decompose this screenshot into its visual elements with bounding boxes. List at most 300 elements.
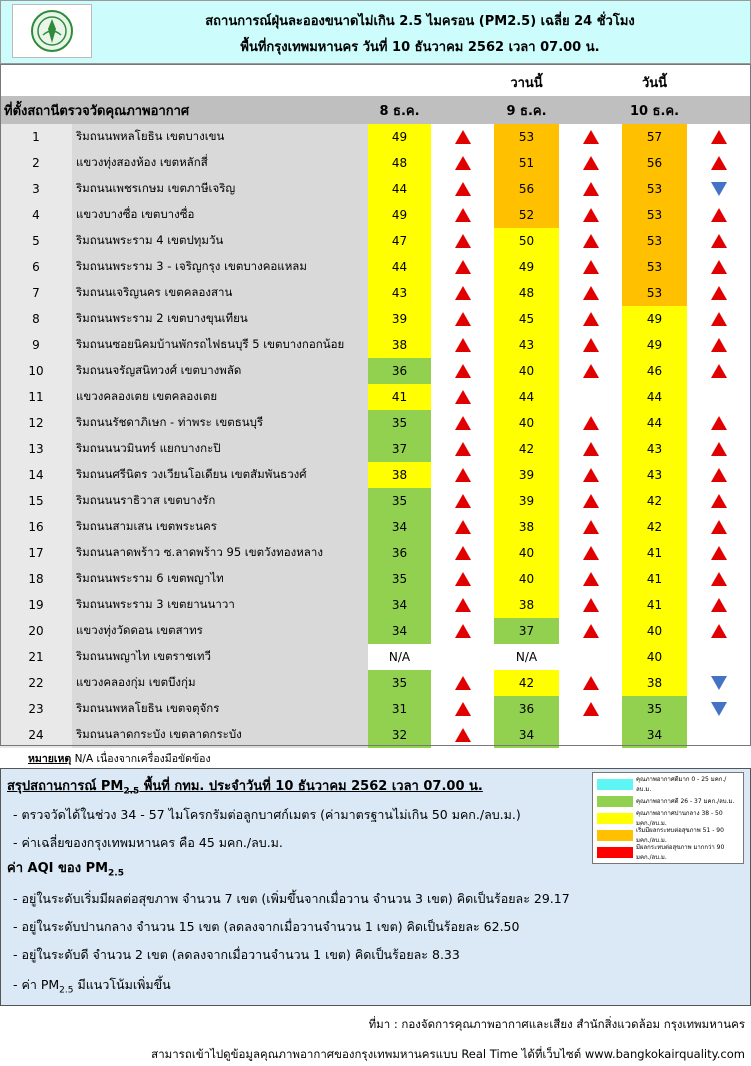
trend-cell-day3 <box>687 332 751 358</box>
trend-cell-day3 <box>687 176 751 202</box>
pm25-value-day2: 52 <box>494 202 559 228</box>
pm25-value-day1: 36 <box>368 540 431 566</box>
station-number: 24 <box>0 722 72 748</box>
trend-cell-day1 <box>431 488 494 514</box>
trend-up-icon <box>711 260 727 274</box>
trend-up-icon <box>455 442 471 456</box>
color-legend <box>592 772 744 864</box>
legend-label: คุณภาพอากาศดีมาก 0 - 25 มคก./ลบ.ม. <box>636 776 727 793</box>
trend-cell-day3 <box>687 670 751 696</box>
pm25-value-day1: 32 <box>368 722 431 748</box>
pm25-value-day2: 38 <box>494 592 559 618</box>
trend-cell-day1 <box>431 696 494 722</box>
station-name: ริมถนนพระราม 3 - เจริญกรุง เขตบางคอแหลม <box>72 254 368 280</box>
pm25-value-day1: 35 <box>368 566 431 592</box>
pm25-value-day2: 53 <box>494 124 559 150</box>
trend-cell-day3 <box>687 696 751 722</box>
pm25-value-day2: 38 <box>494 514 559 540</box>
trend-up-icon <box>583 676 599 690</box>
pm25-value-day1: 38 <box>368 462 431 488</box>
trend-cell-day3 <box>687 436 751 462</box>
trend-cell-day3 <box>687 618 751 644</box>
pm25-value-day2: N/A <box>494 644 559 670</box>
pm25-value-day3: 53 <box>622 202 687 228</box>
table-row <box>0 618 751 644</box>
pm25-value-day1: 44 <box>368 176 431 202</box>
note-label: หมายเหตุ <box>28 753 72 765</box>
trend-cell-day1 <box>431 618 494 644</box>
trend-up-icon <box>455 520 471 534</box>
trend-up-icon <box>455 416 471 430</box>
trend-down-icon <box>711 182 727 196</box>
date-header-1: 8 ธ.ค. <box>379 103 420 119</box>
trend-cell-day1 <box>431 514 494 540</box>
pm25-value-day3: 57 <box>622 124 687 150</box>
station-name: ริมถนนพระราม 3 เขตยานนาวา <box>72 592 368 618</box>
trend-up-icon <box>583 338 599 352</box>
station-name: แขวงบางซื่อ เขตบางซื่อ <box>72 202 368 228</box>
table-header-labels <box>0 64 751 96</box>
station-number: 20 <box>0 618 72 644</box>
pm25-value-day2: 48 <box>494 280 559 306</box>
station-number: 10 <box>0 358 72 384</box>
report-title-line2: พื้นที่กรุงเทพมหานคร วันที่ 10 ธันวาคม 2562 เวลา 07.00 น. <box>240 40 600 55</box>
pm25-value-day1: 34 <box>368 514 431 540</box>
trend-cell-day2 <box>559 436 622 462</box>
trend-up-icon <box>583 416 599 430</box>
pm25-value-day1: 31 <box>368 696 431 722</box>
station-name: แขวงคลองกุ่ม เขตบึงกุ่ม <box>72 670 368 696</box>
pm25-value-day2: 42 <box>494 436 559 462</box>
trend-cell-day1 <box>431 670 494 696</box>
trend-up-icon <box>455 728 471 742</box>
legend-label: คุณภาพอากาศดี 26 - 37 มคก./ลบ.ม. <box>636 798 735 805</box>
trend-cell-day2 <box>559 332 622 358</box>
pm25-value-day3: 34 <box>622 722 687 748</box>
data-source: ที่มา : กองจัดการคุณภาพอากาศและเสียง สำนักสิ่งแวดล้อม กรุงเทพมหานคร <box>368 1017 745 1031</box>
pm25-value-day1: 41 <box>368 384 431 410</box>
trend-cell-day1 <box>431 254 494 280</box>
pm25-value-day1: 34 <box>368 592 431 618</box>
trend-cell-day1 <box>431 306 494 332</box>
trend-up-icon <box>583 260 599 274</box>
trend-up-icon <box>455 676 471 690</box>
pm25-value-day1: 36 <box>368 358 431 384</box>
trend-up-icon <box>455 208 471 222</box>
trend-cell-day2 <box>559 306 622 332</box>
trend-up-icon <box>455 598 471 612</box>
trend-up-icon <box>711 416 727 430</box>
legend-swatch <box>597 830 633 841</box>
aqi-level-unhealthy: - อยู่ในระดับเริ่มมีผลต่อสุขภาพ จำนวน 7 เขต (เพิ่มขึ้นจากเมื่อวาน จำนวน 3 เขต) คิดเป็นร้อยละ 29.17 <box>13 891 570 906</box>
pm25-value-day2: 49 <box>494 254 559 280</box>
trend-up-icon <box>455 572 471 586</box>
pm25-value-day2: 37 <box>494 618 559 644</box>
station-name: ริมถนนจรัญสนิทวงศ์ เขตบางพลัด <box>72 358 368 384</box>
pm25-value-day3: 35 <box>622 696 687 722</box>
trend-cell-day2 <box>559 540 622 566</box>
summary-title: สรุปสถานการณ์ $PM_{2.5}$ พื้นที่ กทม. ประจำวันที่ 10 ธันวาคม 2562 เวลา 07.00 น. <box>7 779 483 797</box>
legend-item <box>597 827 739 844</box>
trend-up-icon <box>455 494 471 508</box>
station-number: 23 <box>0 696 72 722</box>
station-number: 22 <box>0 670 72 696</box>
pm25-value-day2: 40 <box>494 540 559 566</box>
pm25-value-day3: 41 <box>622 592 687 618</box>
pm25-value-day3: 43 <box>622 436 687 462</box>
today-label: วันนี้ <box>641 76 668 91</box>
legend-swatch <box>597 813 633 824</box>
station-header: ที่ตั้งสถานีตรวจวัดคุณภาพอากาศ <box>4 103 190 119</box>
station-name: ริมถนนพหลโยธิน เขตจตุจักร <box>72 696 368 722</box>
station-number: 18 <box>0 566 72 592</box>
table-row <box>0 488 751 514</box>
trend-cell-day3 <box>687 306 751 332</box>
table-row <box>0 566 751 592</box>
table-row <box>0 280 751 306</box>
pm25-value-day1: 37 <box>368 436 431 462</box>
trend-cell-day3 <box>687 358 751 384</box>
table-row <box>0 540 751 566</box>
trend-up-icon <box>583 286 599 300</box>
aqi-level-good: - อยู่ในระดับดี จำนวน 2 เขต (ลดลงจากเมื่อวานจำนวน 1 เขต) คิดเป็นร้อยละ 8.33 <box>13 947 460 962</box>
station-number: 4 <box>0 202 72 228</box>
trend-up-icon <box>455 624 471 638</box>
trend-cell-day2 <box>559 124 622 150</box>
trend-up-icon <box>455 234 471 248</box>
trend-up-icon <box>583 442 599 456</box>
trend-up-icon <box>455 130 471 144</box>
pm25-value-day3: 40 <box>622 644 687 670</box>
trend-cell-day2 <box>559 254 622 280</box>
pm25-value-day3: 49 <box>622 332 687 358</box>
trend-cell-day1 <box>431 202 494 228</box>
trend-cell-day2 <box>559 644 622 670</box>
station-name: ริมถนนศรีนิตร วงเวียนโอเดียน เขตสัมพันธวงศ์ <box>72 462 368 488</box>
trend-cell-day2 <box>559 462 622 488</box>
note-text: N/A เนื่องจากเครื่องมือขัดข้อง <box>74 753 211 765</box>
trend-cell-day3 <box>687 644 751 670</box>
pm25-value-day1: 38 <box>368 332 431 358</box>
station-number: 6 <box>0 254 72 280</box>
bma-logo <box>12 4 92 58</box>
table-row <box>0 358 751 384</box>
station-name: ริมถนนพระราม 6 เขตพญาไท <box>72 566 368 592</box>
station-number: 5 <box>0 228 72 254</box>
trend-cell-day2 <box>559 280 622 306</box>
station-number: 1 <box>0 124 72 150</box>
trend-up-icon <box>583 182 599 196</box>
trend-up-icon <box>583 494 599 508</box>
station-number: 16 <box>0 514 72 540</box>
table-row <box>0 124 751 150</box>
trend-up-icon <box>583 546 599 560</box>
table-row <box>0 332 751 358</box>
trend-up-icon <box>711 442 727 456</box>
station-number: 15 <box>0 488 72 514</box>
pm25-value-day2: 39 <box>494 488 559 514</box>
pm25-value-day2: 42 <box>494 670 559 696</box>
summary-average: - ค่าเฉลี่ยของกรุงเทพมหานคร คือ 45 มคก./ลบ.ม. <box>13 835 283 850</box>
trend-up-icon <box>455 260 471 274</box>
pm25-value-day2: 34 <box>494 722 559 748</box>
date-header-3: 10 ธ.ค. <box>629 103 680 119</box>
station-number: 3 <box>0 176 72 202</box>
date-header-2: 9 ธ.ค. <box>506 103 547 119</box>
trend-cell-day1 <box>431 540 494 566</box>
pm25-value-day2: 51 <box>494 150 559 176</box>
trend-cell-day3 <box>687 566 751 592</box>
trend-up-icon <box>455 338 471 352</box>
trend-up-icon <box>583 520 599 534</box>
pm25-value-day3: 46 <box>622 358 687 384</box>
trend-cell-day3 <box>687 202 751 228</box>
station-number: 12 <box>0 410 72 436</box>
trend-up-icon <box>455 546 471 560</box>
trend-cell-day3 <box>687 150 751 176</box>
pm25-value-day1: 44 <box>368 254 431 280</box>
trend-up-icon <box>583 312 599 326</box>
trend-cell-day2 <box>559 150 622 176</box>
legend-item <box>597 776 739 793</box>
station-number: 7 <box>0 280 72 306</box>
trend-up-icon <box>455 312 471 326</box>
table-row <box>0 436 751 462</box>
legend-label: เริ่มมีผลกระทบต่อสุขภาพ 51 - 90 มคก./ลบ.ม. <box>636 827 724 844</box>
pm25-value-day1: 35 <box>368 410 431 436</box>
legend-label: คุณภาพอากาศปานกลาง 38 - 50 มคก./ลบ.ม. <box>636 810 723 827</box>
pm25-value-day2: 40 <box>494 358 559 384</box>
table-row <box>0 306 751 332</box>
trend-up-icon <box>455 364 471 378</box>
pm25-value-day3: 40 <box>622 618 687 644</box>
trend-up-icon <box>583 468 599 482</box>
trend-cell-day2 <box>559 618 622 644</box>
station-number: 19 <box>0 592 72 618</box>
legend-item <box>597 844 739 861</box>
pm25-value-day1: 34 <box>368 618 431 644</box>
trend-up-icon <box>455 156 471 170</box>
pm25-value-day2: 45 <box>494 306 559 332</box>
trend-up-icon <box>583 208 599 222</box>
trend-cell-day2 <box>559 514 622 540</box>
table-row <box>0 644 751 670</box>
pm25-value-day3: 44 <box>622 410 687 436</box>
trend-cell-day2 <box>559 176 622 202</box>
aqi-title: ค่า AQI ของ $PM_{2.5}$ <box>7 861 124 879</box>
pm25-value-day3: 53 <box>622 280 687 306</box>
trend-up-icon <box>583 156 599 170</box>
trend-up-icon <box>711 338 727 352</box>
trend-up-icon <box>711 572 727 586</box>
station-name: ริมถนนนวมินทร์ แยกบางกะปิ <box>72 436 368 462</box>
pm25-value-day1: 47 <box>368 228 431 254</box>
trend-cell-day3 <box>687 254 751 280</box>
pm25-value-day1: 43 <box>368 280 431 306</box>
trend-up-icon <box>583 130 599 144</box>
trend-cell-day2 <box>559 358 622 384</box>
station-number: 2 <box>0 150 72 176</box>
legend-swatch <box>597 796 633 807</box>
station-name: ริมถนนลาดกระบัง เขตลาดกระบัง <box>72 722 368 748</box>
station-name: แขวงคลองเตย เขตคลองเตย <box>72 384 368 410</box>
trend-up-icon <box>583 234 599 248</box>
station-name: ริมถนนซอยนิคมบ้านพักรถไฟธนบุรี 5 เขตบางกอกน้อย <box>72 332 368 358</box>
station-number: 9 <box>0 332 72 358</box>
pm25-value-day3: 38 <box>622 670 687 696</box>
trend-up-icon <box>711 364 727 378</box>
trend-up-icon <box>711 468 727 482</box>
trend-up-icon <box>583 624 599 638</box>
station-name: แขวงทุ่งสองห้อง เขตหลักสี่ <box>72 150 368 176</box>
trend-cell-day1 <box>431 566 494 592</box>
trend-up-icon <box>711 624 727 638</box>
trend-up-icon <box>711 130 727 144</box>
station-name: ริมถนนพระราม 4 เขตปทุมวัน <box>72 228 368 254</box>
table-row <box>0 176 751 202</box>
pm25-value-day3: 49 <box>622 306 687 332</box>
trend-cell-day2 <box>559 202 622 228</box>
pm25-value-day3: 44 <box>622 384 687 410</box>
table-row <box>0 384 751 410</box>
station-number: 17 <box>0 540 72 566</box>
station-name: ริมถนนเจริญนคร เขตคลองสาน <box>72 280 368 306</box>
trend-cell-day1 <box>431 722 494 748</box>
trend-up-icon <box>711 312 727 326</box>
trend-cell-day3 <box>687 124 751 150</box>
table-row <box>0 670 751 696</box>
trend-cell-day3 <box>687 384 751 410</box>
trend-cell-day2 <box>559 696 622 722</box>
trend-cell-day3 <box>687 410 751 436</box>
trend-cell-day2 <box>559 592 622 618</box>
pm25-value-day2: 43 <box>494 332 559 358</box>
station-name: ริมถนนพหลโยธิน เขตบางเขน <box>72 124 368 150</box>
trend-up-icon <box>711 598 727 612</box>
pm25-value-day2: 40 <box>494 410 559 436</box>
trend-up-icon <box>455 286 471 300</box>
trend-cell-day1 <box>431 150 494 176</box>
trend-up-icon <box>711 520 727 534</box>
pm25-value-day3: 42 <box>622 488 687 514</box>
pm25-value-day1: 35 <box>368 670 431 696</box>
pm25-value-day1: 35 <box>368 488 431 514</box>
table-row <box>0 410 751 436</box>
table-row <box>0 202 751 228</box>
trend-cell-day1 <box>431 332 494 358</box>
trend-cell-day1 <box>431 384 494 410</box>
trend-cell-day1 <box>431 436 494 462</box>
pm25-value-day2: 50 <box>494 228 559 254</box>
table-header <box>0 96 751 124</box>
trend-down-icon <box>711 702 727 716</box>
pm25-value-day1: 39 <box>368 306 431 332</box>
pm25-trend: - ค่า $PM_{2.5}$ มีแนวโน้มเพิ่มขึ้น <box>13 977 171 996</box>
pm25-value-day2: 44 <box>494 384 559 410</box>
trend-cell-day1 <box>431 124 494 150</box>
trend-cell-day1 <box>431 592 494 618</box>
station-name: ริมถนนรัชดาภิเษก - ท่าพระ เขตธนบุรี <box>72 410 368 436</box>
trend-up-icon <box>711 208 727 222</box>
pm25-value-day2: 56 <box>494 176 559 202</box>
station-name: ริมถนนลาดพร้าว ซ.ลาดพร้าว 95 เขตวังทองหลาง <box>72 540 368 566</box>
station-number: 14 <box>0 462 72 488</box>
pm25-value-day3: 41 <box>622 566 687 592</box>
trend-cell-day3 <box>687 488 751 514</box>
trend-cell-day3 <box>687 540 751 566</box>
table-row <box>0 462 751 488</box>
pm25-value-day3: 56 <box>622 150 687 176</box>
aqi-level-moderate: - อยู่ในระดับปานกลาง จำนวน 15 เขต (ลดลงจากเมื่อวานจำนวน 1 เขต) คิดเป็นร้อยละ 62.50 <box>13 919 520 934</box>
trend-up-icon <box>583 364 599 378</box>
pm25-value-day3: 43 <box>622 462 687 488</box>
pm25-value-day2: 39 <box>494 462 559 488</box>
pm25-value-day1: 49 <box>368 202 431 228</box>
station-number: 8 <box>0 306 72 332</box>
trend-up-icon <box>583 572 599 586</box>
trend-cell-day3 <box>687 592 751 618</box>
legend-swatch <box>597 779 633 790</box>
trend-up-icon <box>455 468 471 482</box>
trend-cell-day3 <box>687 228 751 254</box>
trend-cell-day1 <box>431 228 494 254</box>
trend-cell-day3 <box>687 462 751 488</box>
table-row <box>0 228 751 254</box>
yesterday-label: วานนี้ <box>510 76 543 91</box>
station-number: 11 <box>0 384 72 410</box>
trend-up-icon <box>455 182 471 196</box>
pm25-value-day3: 53 <box>622 254 687 280</box>
trend-cell-day3 <box>687 722 751 748</box>
legend-item <box>597 795 739 807</box>
trend-cell-day2 <box>559 670 622 696</box>
pm25-value-day2: 40 <box>494 566 559 592</box>
table-row <box>0 254 751 280</box>
station-name: ริมถนนพระราม 2 เขตบางขุนเทียน <box>72 306 368 332</box>
pm25-value-day3: 42 <box>622 514 687 540</box>
legend-label: มีผลกระทบต่อสุขภาพ มากกว่า 90 มคก./ลบ.ม. <box>636 844 725 861</box>
station-name: ริมถนนพญาไท เขตราชเทวี <box>72 644 368 670</box>
station-name: ริมถนนนราธิวาส เขตบางรัก <box>72 488 368 514</box>
pm25-value-day1: 48 <box>368 150 431 176</box>
trend-cell-day3 <box>687 514 751 540</box>
trend-up-icon <box>455 390 471 404</box>
pm25-value-day3: 53 <box>622 176 687 202</box>
trend-up-icon <box>711 494 727 508</box>
trend-cell-day1 <box>431 462 494 488</box>
trend-cell-day1 <box>431 280 494 306</box>
report-title-line1: สถานการณ์ฝุ่นละอองขนาดไม่เกิน 2.5 ไมครอน (PM2.5) เฉลี่ย 24 ชั่วโมง <box>205 14 635 29</box>
table-row <box>0 150 751 176</box>
legend-item <box>597 810 739 827</box>
table-row <box>0 722 751 748</box>
trend-cell-day2 <box>559 722 622 748</box>
trend-cell-day2 <box>559 488 622 514</box>
station-number: 21 <box>0 644 72 670</box>
pm25-value-day1: 49 <box>368 124 431 150</box>
trend-cell-day1 <box>431 410 494 436</box>
trend-cell-day2 <box>559 384 622 410</box>
table-row <box>0 592 751 618</box>
pm25-value-day3: 41 <box>622 540 687 566</box>
table-note <box>28 750 211 767</box>
trend-up-icon <box>711 546 727 560</box>
trend-up-icon <box>711 156 727 170</box>
trend-up-icon <box>711 286 727 300</box>
trend-down-icon <box>711 676 727 690</box>
website-footer: สามารถเข้าไปดูข้อมูลคุณภาพอากาศของกรุงเทพมหานครแบบ Real Time ได้ที่เว็บไซต์ www.bangkokairquality.com <box>151 1047 745 1061</box>
trend-up-icon <box>455 702 471 716</box>
